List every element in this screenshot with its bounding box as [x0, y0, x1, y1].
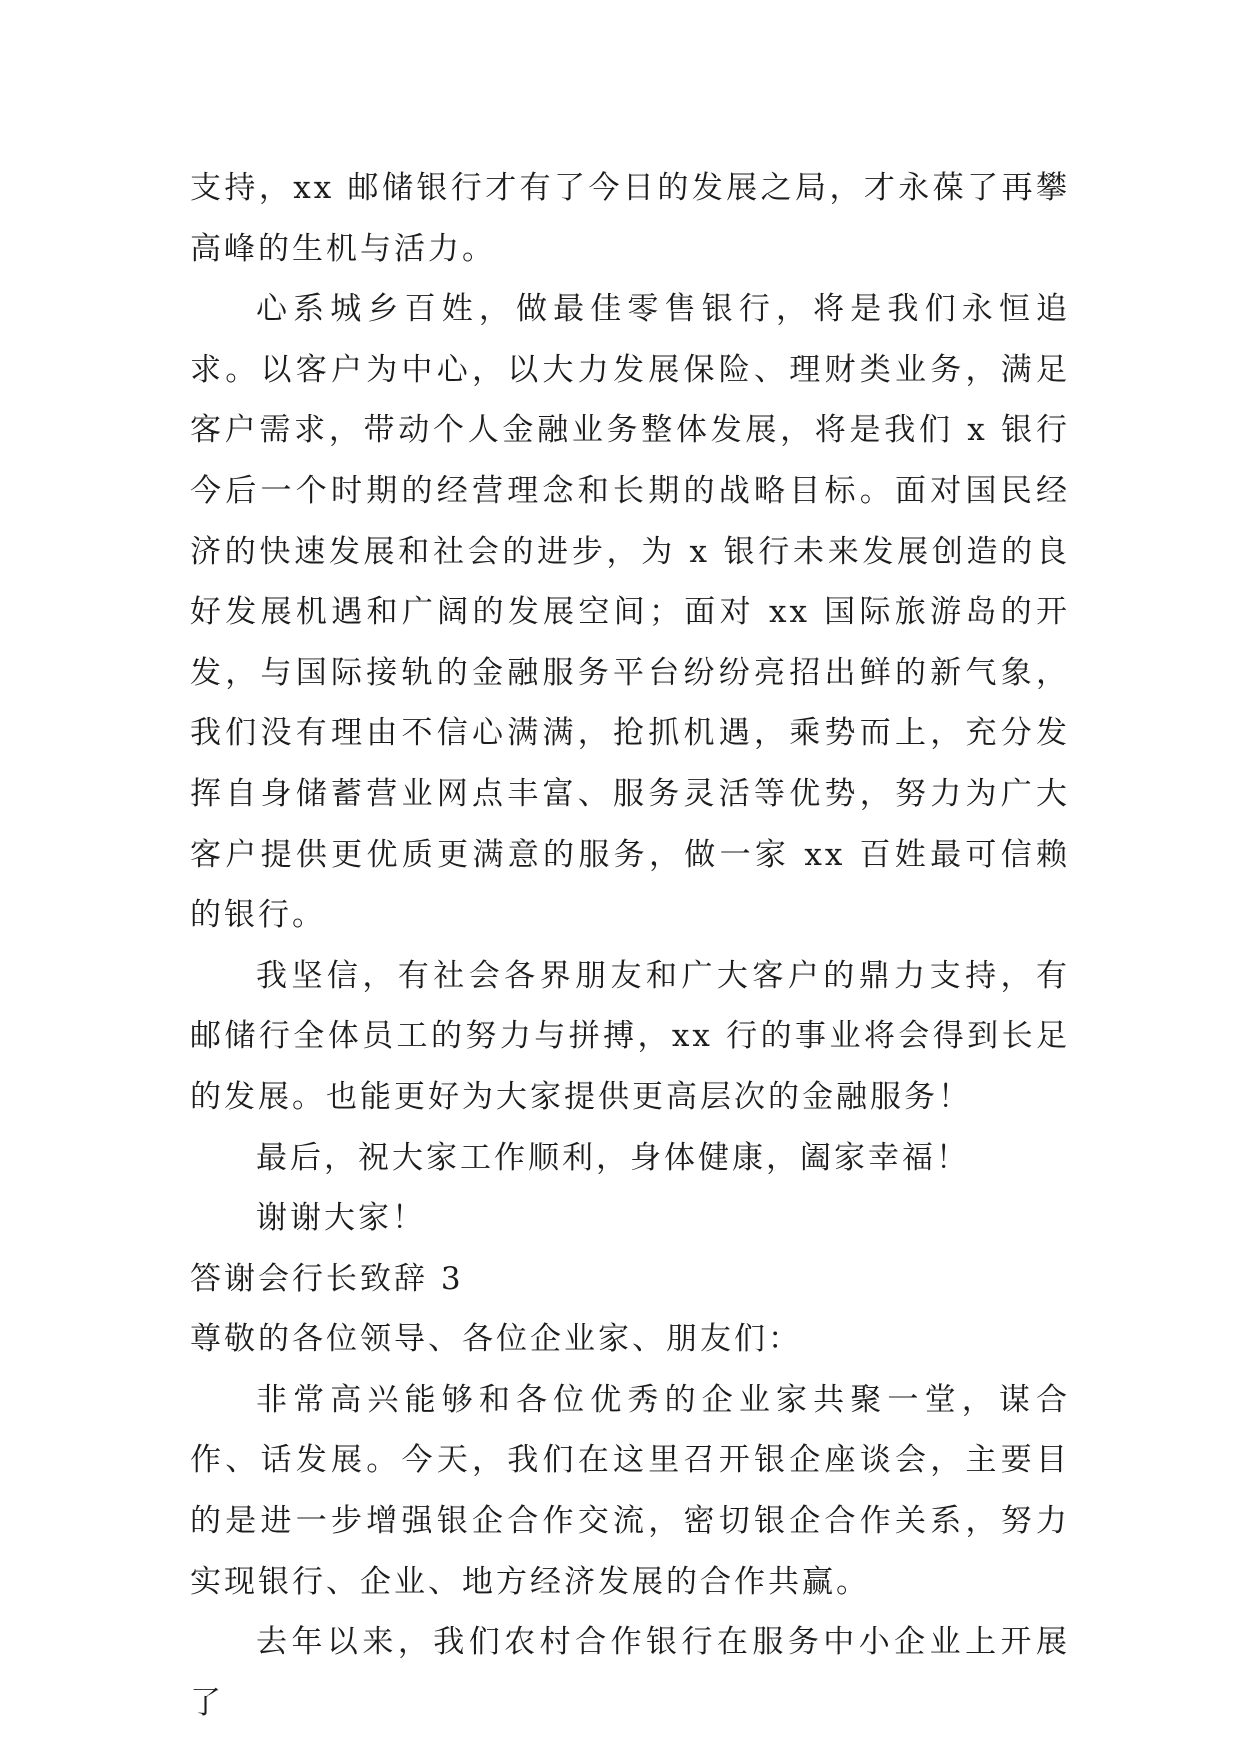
paragraph-6: 非常高兴能够和各位优秀的企业家共聚一堂，谋合作、话发展。今天，我们在这里召开银企座谈会，主要目的是进一步增强银企合作交流，密切银企合作关系，努力实现银行、企业、地方经济发展的合作共赢。	[190, 1381, 1070, 1600]
section-title: 答谢会行长致辞 3	[190, 1260, 464, 1297]
paragraph-3: 我坚信，有社会各界朋友和广大客户的鼎力支持，有邮储行全体员工的努力与拼搏，xx 行的事业将会得到长足的发展。也能更好为大家提供更高层次的金融服务！	[190, 957, 1070, 1115]
paragraph-1: 支持，xx 邮储银行才有了今日的发展之局，才永葆了再攀高峰的生机与活力。	[190, 170, 1070, 267]
paragraph-2: 心系城乡百姓，做最佳零售银行，将是我们永恒追求。以客户为中心，以大力发展保险、理财类业务，满足客户需求，带动个人金融业务整体发展，将是我们 x 银行今后一个时期的经营理念和长期的战略目标。面对国民经济的快速发展和社会的进步，为 x 银行未来发展创造的良好发展机遇和广阔的发展空间；面对 xx 国际旅游岛的开发，与国际接轨的金融服务平台纷纷亮招出鲜的新气象，我们没有理由不信心满满，抢抓机遇，乘势而上，充分发挥自身储蓄营业网点丰富、服务灵活等优势，努力为广大客户提供更优质更满意的服务，做一家 xx 百姓最可信赖的银行。	[190, 291, 1070, 934]
document-body	[190, 158, 1070, 1733]
salutation: 尊敬的各位领导、各位企业家、朋友们：	[190, 1321, 802, 1358]
paragraph-4: 最后，祝大家工作顺利，身体健康，阖家幸福！	[256, 1139, 970, 1176]
paragraph-5: 谢谢大家！	[256, 1200, 426, 1237]
paragraph-7: 去年以来，我们农村合作银行在服务中小企业上开展了	[190, 1624, 1070, 1721]
